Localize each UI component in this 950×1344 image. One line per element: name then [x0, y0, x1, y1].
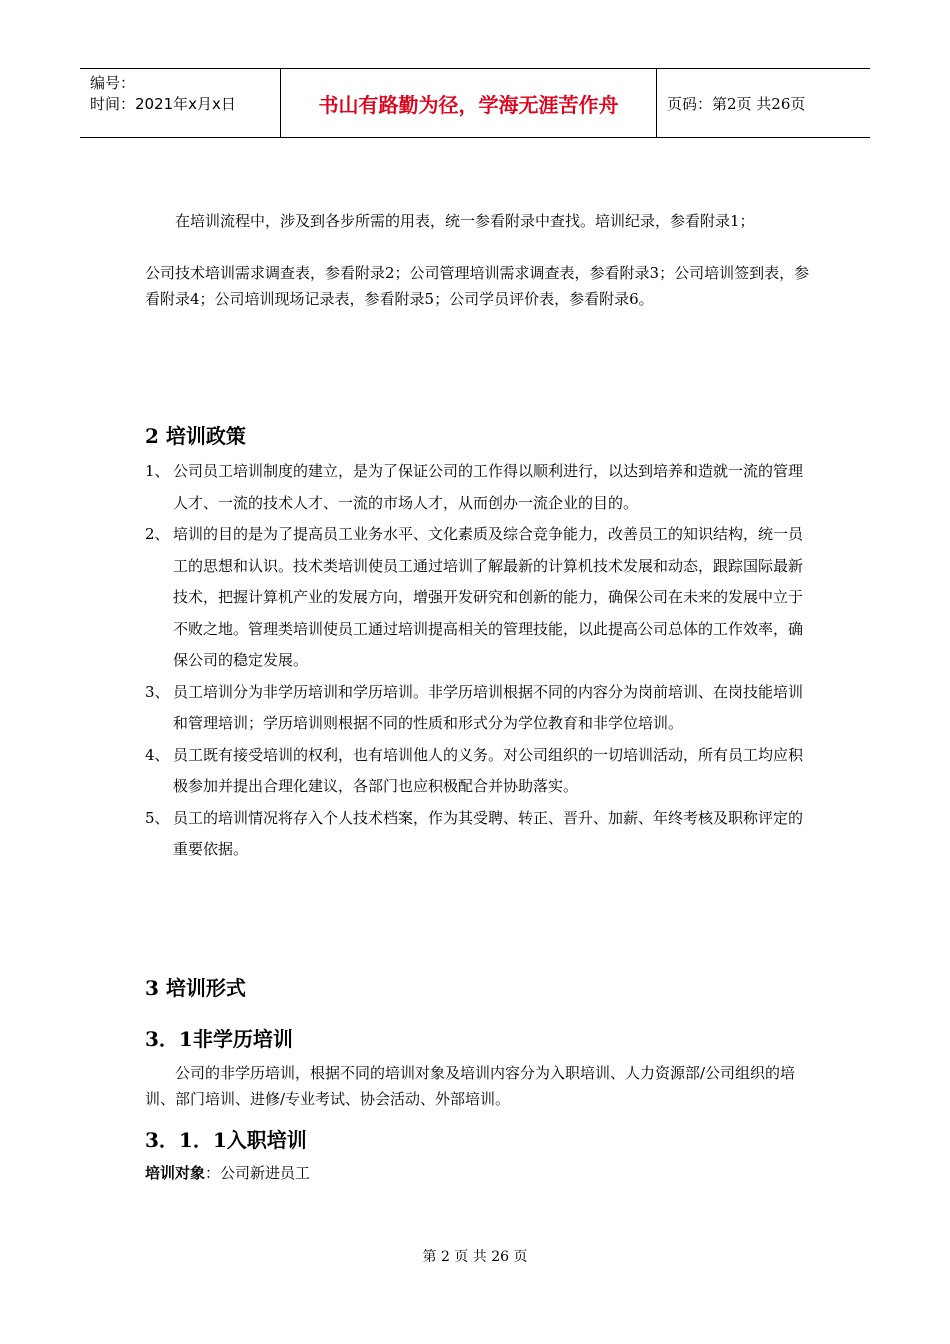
section-3-1-1-title: 3．1．1入职培训 [145, 1128, 307, 1152]
section-2-title: 2 培训政策 [145, 424, 246, 448]
list-item-text: 员工既有接受培训的权利，也有培训他人的义务。对公司组织的一切培训活动，所有员工均应积极参加并提出合理化建议，各部门也应积极配合并协助落实。 [173, 745, 804, 795]
document-header [80, 68, 870, 138]
header-meta [80, 69, 281, 137]
intro-paragraph: 在培训流程中，涉及到各步所需的用表，统一参看附录中查找。培训纪录，参看附录1； [175, 212, 755, 230]
list-item [145, 740, 810, 803]
header-page-info: 页码：第2页 共26页 [667, 94, 806, 113]
list-item-text: 员工的培训情况将存入个人技术档案，作为其受聘、转正、晋升、加薪、年终考核及职称评定的重要依据。 [173, 808, 804, 858]
training-target-value: ：公司新进员工 [205, 1164, 311, 1182]
list-item [145, 803, 810, 866]
list-item-number: 3、 [145, 682, 170, 701]
list-item [145, 519, 810, 677]
document-time: 时间：2021年x月x日 [90, 95, 236, 113]
list-item-text: 公司员工培训制度的建立，是为了保证公司的工作得以顺利进行，以达到培养和造就一流的管理人才、一流的技术人才、一流的市场人才，从而创办一流企业的目的。 [173, 462, 804, 512]
section-3-1-title: 3．1非学历培训 [145, 1027, 293, 1051]
training-target [145, 1160, 810, 1186]
list-item-text: 培训的目的是为了提高员工业务水平、文化素质及综合竞争能力，改善员工的知识结构，统一员工的思想和认识。技术类培训使员工通过培训了解最新的计算机技术发展和动态，跟踪国际最新技术，把握计算机产业的发展方向，增强开发研究和创新的能力，确保公司在未来的发展中立于不败之地。管理类培训使员工通过培训提高相关的管理技能，以此提高公司总体的工作效率，确保公司的稳定发展。 [173, 525, 804, 669]
list-item [145, 456, 810, 519]
document-number-label: 编号： [90, 74, 136, 92]
list-item-number: 5、 [145, 808, 170, 827]
policy-list [145, 456, 810, 866]
list-item-text: 员工培训分为非学历培训和学历培训。非学历培训根据不同的内容分为岗前培训、在岗技能培训和管理培训；学历培训则根据不同的性质和形式分为学位教育和非学位培训。 [173, 682, 804, 732]
list-item-number: 4、 [145, 745, 170, 764]
page-footer: 第 2 页 共 26 页 [422, 1249, 528, 1265]
intro-appendix-list: 公司技术培训需求调查表，参看附录2；公司管理培训需求调查表，参看附录3；公司培训签到表，参看附录4；公司培训现场记录表，参看附录5；公司学员评价表，参看附录6。 [145, 264, 810, 308]
section-3-title: 3 培训形式 [145, 976, 246, 1000]
header-motto: 书山有路勤为径，学海无涯苦作舟 [281, 69, 657, 137]
list-item-number: 1、 [145, 462, 170, 480]
training-target-label: 培训对象 [145, 1164, 206, 1182]
list-item [145, 677, 810, 740]
section-3-1-paragraph: 公司的非学历培训，根据不同的培训对象及培训内容分为入职培训、人力资源部/公司组织的培训、部门培训、进修/专业考试、协会活动、外部培训。 [145, 1064, 796, 1108]
list-item-number: 2、 [145, 525, 170, 543]
